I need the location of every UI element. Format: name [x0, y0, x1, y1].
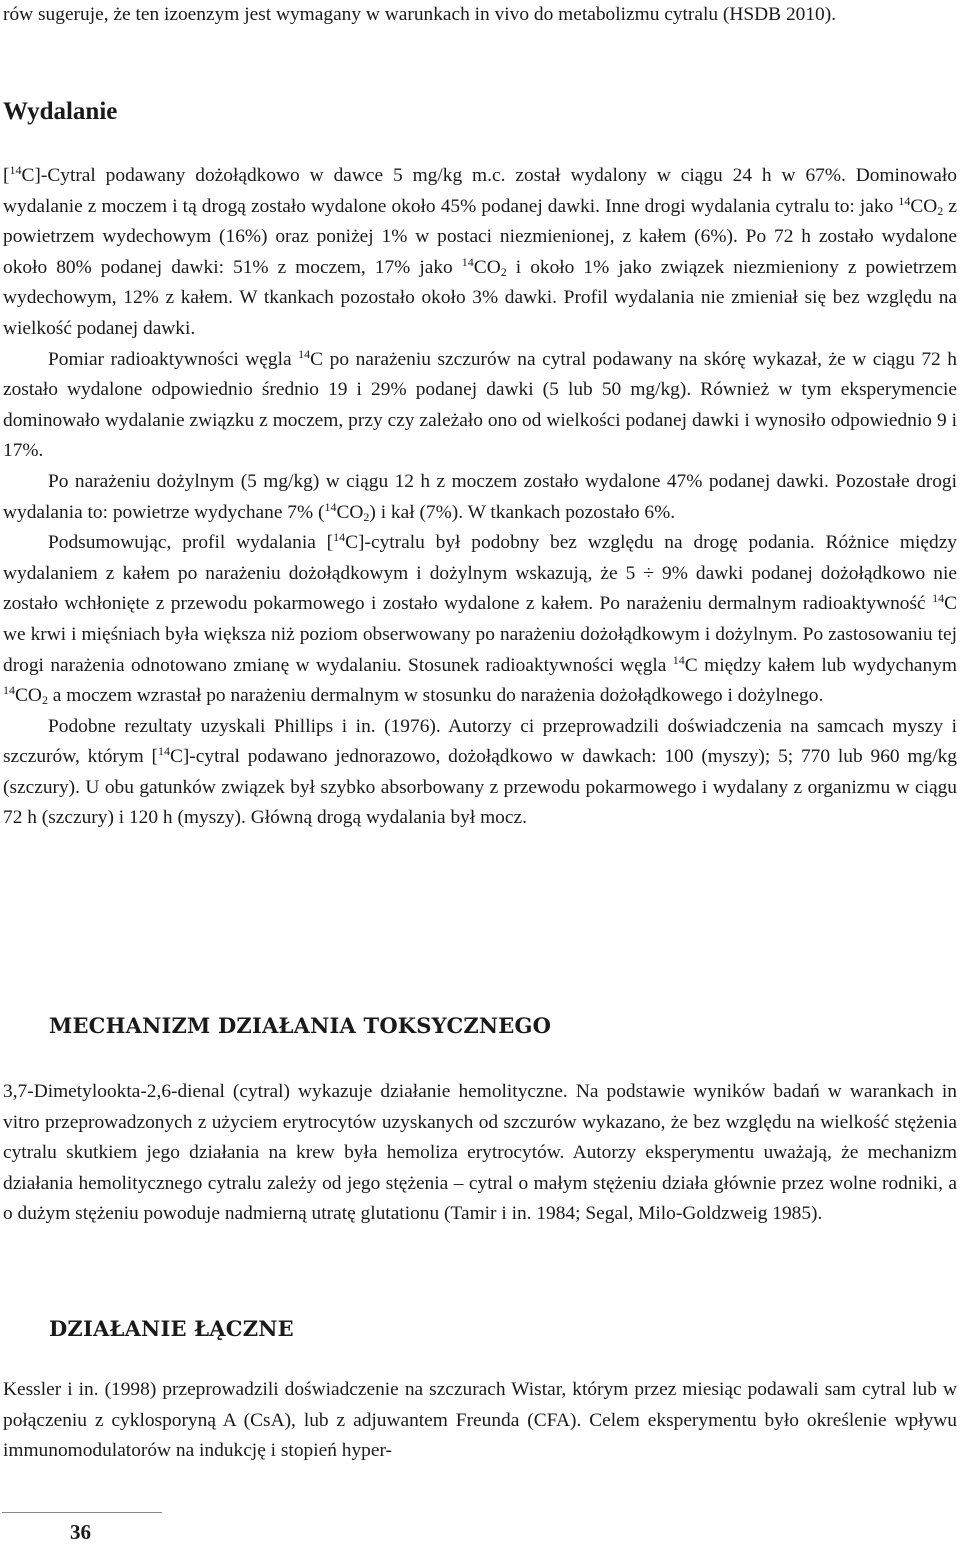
page-number: 36	[70, 1520, 91, 1544]
wydalanie-paragraph-5: Podobne rezultaty uzyskali Phillips i in. (1976). Autorzy ci przeprowadzili doświadczenia na samcach myszy i szczurów, którym [$^{14}$C]-cytral podawano jednorazowo, dożołądkowo w dawkach: 100 (myszy); 5; 770 lub 960 mg/kg (szczury). U obu gatunków związek był szybko absorbowany z przewodu pokarmowego i wydalany z organizmu w ciągu 72 h (szczury) i 120 h (myszy). Główną drogą wydalania był mocz.	[3, 715, 957, 829]
intro-block	[3, 0, 957, 31]
section-heading-wydalanie: Wydalanie	[3, 98, 118, 125]
wydalanie-body	[3, 161, 957, 834]
laczne-body	[3, 1375, 957, 1467]
wydalanie-heading-block	[3, 98, 957, 126]
wydalanie-paragraph-4: Podsumowując, profil wydalania [$^{14}$C]-cytralu był podobny bez względu na drogę podania. Różnice między wydalaniem z kałem po narażeniu dożołądkowym i dożylnym wskazują, że 5 ÷ 9% dawki podanej dożołądkowo nie zostało wchłonięte z przewodu pokarmowego i zostało wydalone z kałem. Po narażeniu dermalnym radioaktywność $^{14}$C we krwi i mięśniach była większa niż poziom obserwowany po narażeniu dożołądkowym i dożylnym. Po zastosowaniu tej drogi narażenia odnotowano zmianę w wydalaniu. Stosunek radioaktywności węgla $^{14}$C między kałem lub wydychanym $^{14}CO_2$ a moczem wzrastał po narażeniu dermalnym w stosunku do narażenia dożołądkowego i dożylnego.	[3, 530, 958, 708]
intro-paragraph: rów sugeruje, że ten izoenzym jest wymagany w warunkach in vivo do metabolizmu cytralu (HSDB 2010).	[3, 4, 837, 25]
laczne-heading-block	[3, 1316, 957, 1341]
section-heading-mechanizm: MECHANIZM DZIAŁANIA TOKSYCZNEGO	[49, 1013, 552, 1038]
wydalanie-paragraph-1: [$^{14}$C]-Cytral podawany dożołądkowo w dawce 5 mg/kg m.c. został wydalony w ciągu 24 h w 67%. Dominowało wydalanie z moczem i tą drogą zostało wydalone około 45% podanej dawki. Inne drogi wydalania cytralu to: jako $^{14}CO_2$ z powietrzem wydechowym (16%) oraz poniżej 1% w postaci niezmienionej, z kałem (6%). Po 72 h zostało wydalone około 80% podanej dawki: 51% z moczem, 17% jako $^{14}CO_2$ i około 1% jako związek niezmieniony z powietrzem wydechowym, 12% z kałem. W tkankach pozostało około 3% dawki. Profil wydalania nie zmieniał się bez względu na wielkość podanej dawki.	[3, 163, 957, 339]
wydalanie-paragraph-2: Pomiar radioaktywności węgla $^{14}$C po narażeniu szczurów na cytral podawany na skórę wykazał, że w ciągu 72 h zostało wydalone odpowiednio średnio 19 i 29% podanej dawki (5 lub 50 mg/kg). Również w tym eksperymencie dominowało wydalanie związku z moczem, przy czy zależało ono od wielkości podanej dawki i wynosiło odpowiednio 9 i 17%.	[3, 346, 957, 462]
section-heading-laczne: DZIAŁANIE ŁĄCZNE	[49, 1316, 294, 1341]
laczne-paragraph: Kessler i in. (1998) przeprowadzili doświadczenie na szczurach Wistar, którym przez miesiąc podawali sam cytral lub w połączeniu z cyklosporyną A (CsA), lub z adjuwantem Freunda (CFA). Celem eksperymentu było określenie wpływu immunomodulatorów na indukcję i stopień hyper-	[3, 1379, 957, 1462]
wydalanie-paragraph-3: Po narażeniu dożylnym (5 mg/kg) w ciągu 12 h z moczem zostało wydalone 47% podanej dawki. Pozostałe drogi wydalania to: powietrze wydychane 7% $(^{14}CO_2)$ i kał (7%). W tkankach pozostało 6%.	[3, 470, 957, 524]
mechanizm-heading-block	[3, 1013, 957, 1038]
mechanizm-paragraph: 3,7-Dimetylookta-2,6-dienal (cytral) wykazuje działanie hemolityczne. Na podstawie wyników badań w warankach in vitro przeprowadzonych z użyciem erytrocytów uzyskanych od szczurów wykazano, że bez względu na wielkość stężenia cytralu skutkiem jego działania na krew była hemoliza erytrocytów. Autorzy eksperymentu uważają, że mechanizm działania hemolitycznego cytralu zależy od jego stężenia – cytral o małym stężeniu działa głównie przez wolne rodniki, a o dużym stężeniu powoduje nadmierną utratę glutationu (Tamir i in. 1984; Segal, Milo-Goldzweig 1985).	[3, 1081, 957, 1225]
mechanizm-body	[3, 1077, 957, 1230]
footer-divider	[2, 1512, 162, 1513]
